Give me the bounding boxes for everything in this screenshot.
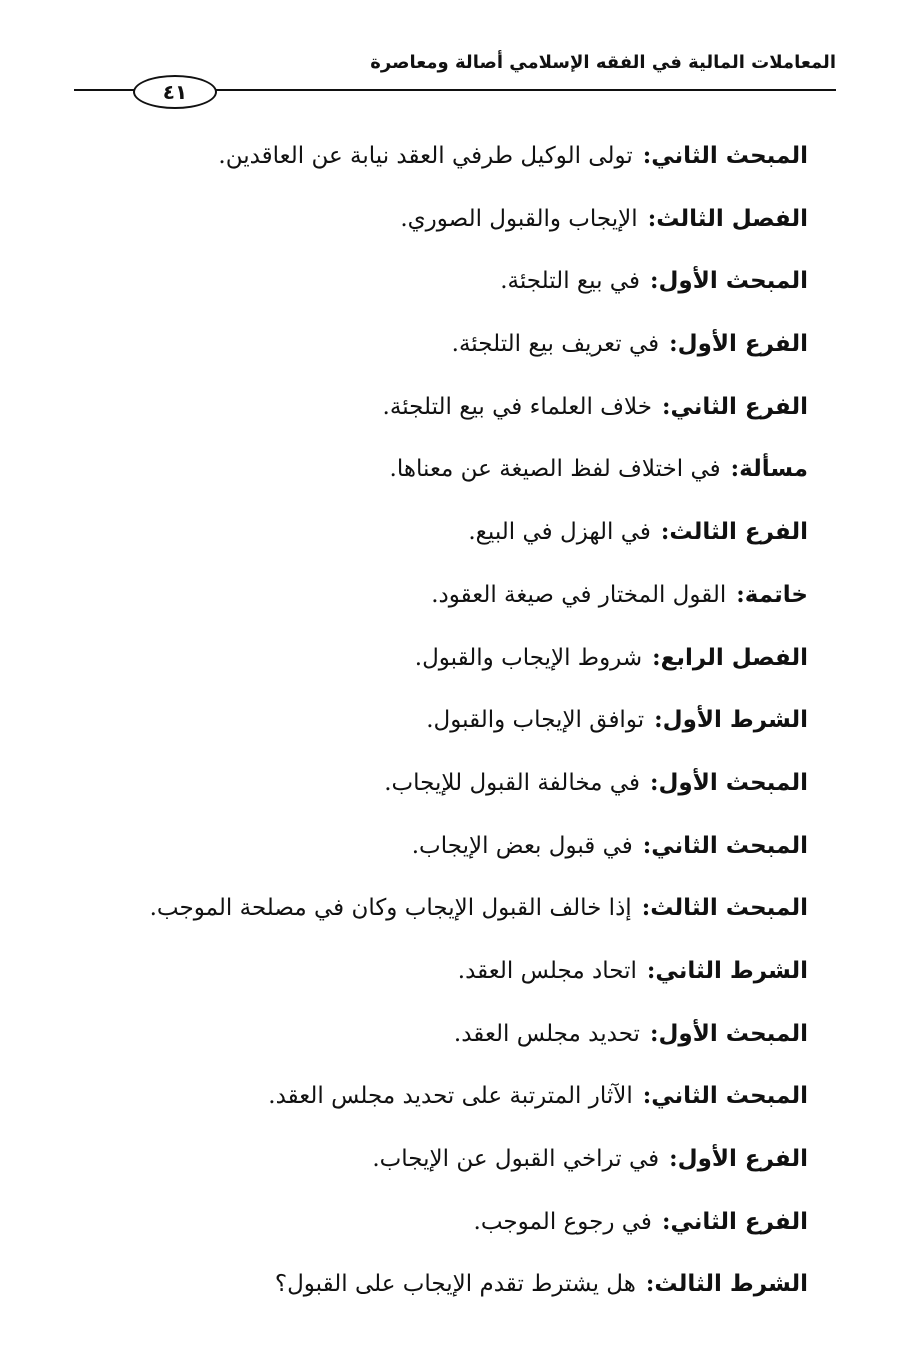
toc-entry-text: في قبول بعض الإيجاب.: [411, 832, 633, 859]
page-header: [74, 52, 836, 104]
toc-entry-text: تولى الوكيل طرفي العقد نيابة عن العاقدين.: [218, 143, 633, 169]
toc-entry: [60, 951, 808, 1014]
toc-entry-label: الفرع الثاني: [670, 1208, 808, 1235]
toc-entry: [60, 1139, 808, 1202]
toc-entry-text: في الهزل في البيع.: [468, 519, 651, 546]
toc-entry-label: الفرع الأول: [677, 331, 808, 358]
toc-entry-text: في تراخي القبول عن الإيجاب.: [372, 1146, 660, 1172]
running-title: المعاملات المالية في الفقه الإسلامي أصالة ومعاصرة: [370, 52, 836, 73]
toc-entry-separator: :: [652, 643, 661, 671]
toc-entry-label: الشرط الثالث: [654, 1271, 808, 1298]
toc-entry: [60, 387, 808, 450]
toc-entry: [60, 261, 808, 324]
toc-entry: [60, 575, 808, 638]
toc-entry-label: المبحث الثالث: [650, 895, 808, 922]
toc-entry-text: في بيع التلجئة.: [500, 268, 640, 295]
toc-entry-text: في مخالفة القبول للإيجاب.: [384, 769, 640, 796]
toc-entry-separator: :: [642, 142, 652, 169]
toc-entry: [60, 638, 808, 701]
toc-entry: [60, 763, 808, 826]
toc-entry-label: المبحث الأول: [658, 769, 808, 796]
toc-entry-separator: :: [660, 518, 670, 546]
table-of-contents: [60, 136, 808, 1327]
toc-entry-separator: :: [736, 580, 745, 608]
toc-entry-text: إذا خالف القبول الإيجاب وكان في مصلحة الموجب.: [149, 895, 632, 922]
toc-entry-text: القول المختار في صيغة العقود.: [431, 581, 727, 608]
toc-entry-text: اتحاد مجلس العقد.: [457, 957, 637, 984]
toc-entry-separator: :: [645, 1270, 655, 1298]
toc-entry-separator: :: [661, 1207, 671, 1235]
toc-entry-label: مسألة: [739, 456, 808, 483]
toc-entry: [60, 324, 808, 387]
toc-entry-separator: :: [647, 204, 657, 232]
toc-entry: [60, 700, 808, 763]
toc-entry-label: الفرع الثاني: [670, 393, 808, 420]
toc-entry-label: الفرع الأول: [677, 1146, 808, 1172]
toc-entry-text: الآثار المترتبة على تحديد مجلس العقد.: [268, 1083, 633, 1110]
toc-entry-label: المبحث الثاني: [651, 143, 808, 169]
toc-entry-text: شروط الإيجاب والقبول.: [414, 644, 643, 671]
toc-entry-separator: :: [642, 1082, 652, 1110]
toc-entry-label: المبحث الثاني: [651, 832, 808, 859]
toc-entry: [60, 888, 808, 951]
toc-entry-separator: :: [669, 1145, 678, 1172]
toc-entry-label: خاتمة: [744, 581, 808, 608]
toc-entry-text: هل يشترط تقدم الإيجاب على القبول؟: [274, 1271, 636, 1298]
toc-entry: [60, 1076, 808, 1139]
toc-entry: [60, 449, 808, 512]
toc-entry-separator: :: [654, 706, 663, 734]
toc-entry-separator: :: [649, 768, 659, 796]
toc-entry: [60, 512, 808, 575]
toc-entry-separator: :: [661, 392, 671, 420]
toc-entry: [60, 199, 808, 262]
page-number: ٤١: [133, 75, 217, 109]
toc-entry-label: المبحث الأول: [658, 268, 808, 295]
toc-entry-separator: :: [649, 267, 659, 295]
toc-entry-separator: :: [649, 1019, 659, 1047]
toc-entry-label: الفصل الرابع: [660, 644, 808, 671]
toc-entry: [60, 1014, 808, 1077]
toc-entry-separator: :: [642, 831, 652, 859]
toc-entry-text: توافق الإيجاب والقبول.: [426, 707, 645, 734]
toc-entry-separator: :: [730, 455, 740, 483]
toc-entry-label: الشرط الثاني: [655, 957, 808, 984]
toc-entry-label: الفرع الثالث: [669, 519, 808, 546]
toc-entry-label: الشرط الأول: [662, 707, 808, 734]
toc-entry-text: خلاف العلماء في بيع التلجئة.: [382, 393, 652, 420]
toc-entry-text: في تعريف بيع التلجئة.: [451, 331, 660, 358]
toc-entry: [60, 1202, 808, 1265]
toc-entry-text: الإيجاب والقبول الصوري.: [400, 205, 638, 232]
toc-entry-text: في رجوع الموجب.: [473, 1208, 652, 1235]
toc-entry-text: في اختلاف لفظ الصيغة عن معناها.: [389, 456, 721, 483]
toc-entry-separator: :: [669, 330, 678, 358]
toc-entry: [60, 1264, 808, 1327]
toc-entry-label: الفصل الثالث: [656, 205, 808, 232]
toc-entry-label: المبحث الثاني: [651, 1083, 808, 1110]
toc-entry: [60, 136, 808, 199]
toc-entry-label: المبحث الأول: [658, 1020, 808, 1047]
toc-entry-text: تحديد مجلس العقد.: [453, 1020, 640, 1047]
toc-entry-separator: :: [641, 894, 651, 922]
toc-entry-separator: :: [646, 956, 656, 984]
toc-entry: [60, 826, 808, 889]
